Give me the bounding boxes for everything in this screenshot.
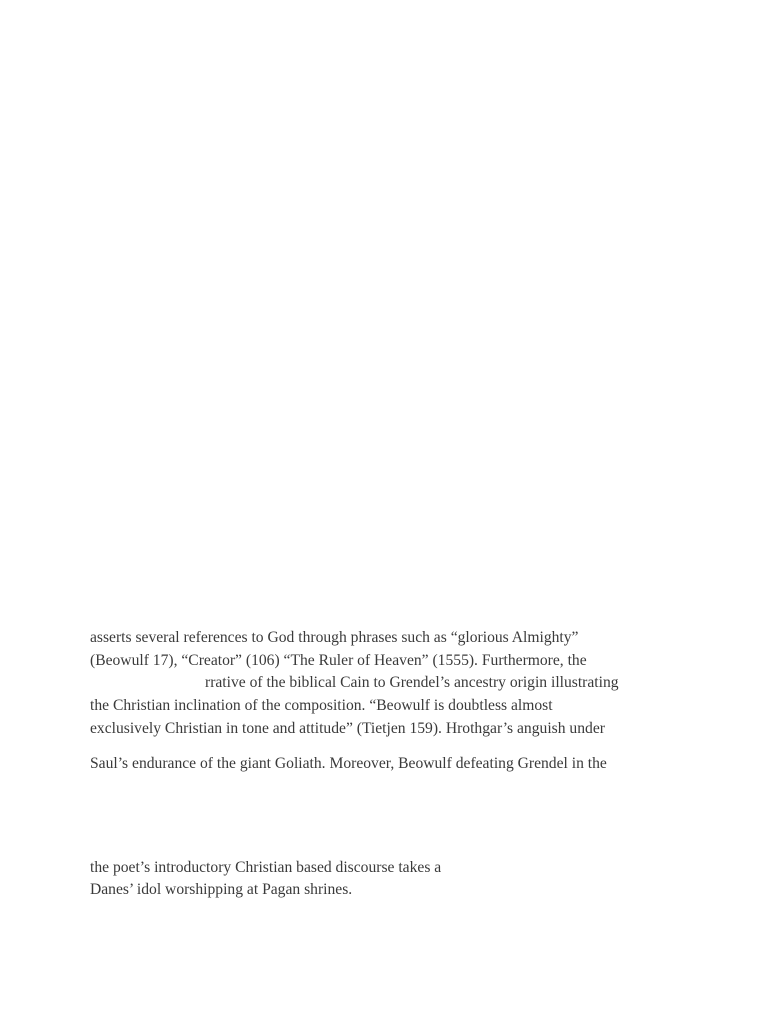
- text-line-4: the Christian inclination of the composition. “Beowulf is doubtless almost: [90, 697, 553, 714]
- text-line-1: asserts several references to God through phrases such as “glorious Almighty”: [90, 629, 579, 646]
- text-line-7: the poet’s introductory Christian based discourse takes a: [90, 859, 442, 876]
- text-line-5: exclusively Christian in tone and attitude” (Tietjen 159). Hrothgar’s anguish under: [90, 720, 605, 737]
- text-line-3: rrative of the biblical Cain to Grendel’s ancestry origin illustrating: [205, 674, 619, 691]
- text-line-8: Danes’ idol worshipping at Pagan shrines.: [90, 881, 353, 898]
- text-line-6: Saul’s endurance of the giant Goliath. Moreover, Beowulf defeating Grendel in the: [90, 755, 607, 772]
- text-line-2: (Beowulf 17), “Creator” (106) “The Ruler of Heaven” (1555). Furthermore, the: [90, 652, 587, 669]
